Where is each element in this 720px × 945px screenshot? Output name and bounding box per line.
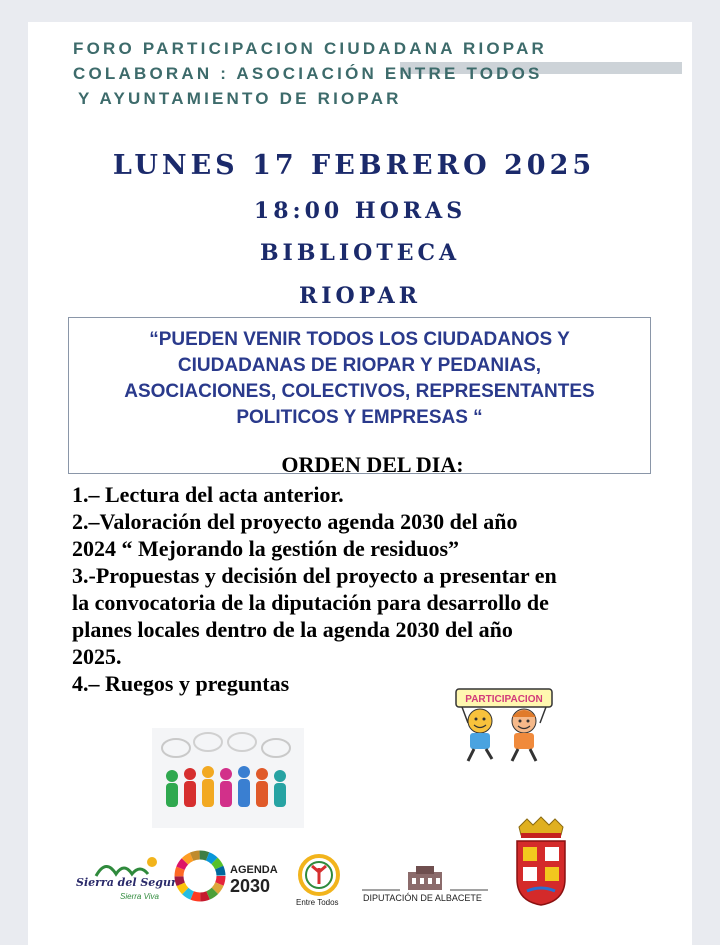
invitation-text bbox=[68, 327, 651, 431]
entre-todos-logo-icon bbox=[298, 854, 340, 896]
agenda-item: 2024 “ Mejorando la gestión de residuos” bbox=[72, 536, 460, 561]
header-line-collaborators: COLABORAN : ASOCIACIÓN ENTRE TODOS bbox=[73, 64, 543, 83]
invitation-line: ASOCIACIONES, COLECTIVOS, REPRESENTANTES bbox=[124, 381, 595, 402]
sierra-del-segura-logo bbox=[76, 852, 184, 908]
agenda-item: 1.– Lectura del acta anterior. bbox=[72, 482, 344, 507]
event-place: BIBLIOTECA bbox=[259, 240, 461, 266]
agenda-list bbox=[72, 481, 672, 697]
event-time: 18:00 HORAS bbox=[253, 198, 467, 224]
agenda-item: 3.-Propuestas y decisión del proyecto a presentar en bbox=[72, 563, 557, 588]
agenda-item: 2.–Valoración del proyecto agenda 2030 del año bbox=[72, 509, 518, 534]
header-line-ayuntamiento: Y AYUNTAMIENTO DE RIOPAR bbox=[78, 89, 402, 108]
sdg-wheel-icon bbox=[174, 850, 226, 902]
agenda-word: AGENDA bbox=[230, 864, 278, 876]
agenda-year: 2030 bbox=[230, 876, 271, 896]
diputacion-logo bbox=[362, 866, 488, 906]
invitation-line: POLITICOS Y EMPRESAS “ bbox=[236, 407, 483, 428]
sierra-viva-text: Sierra Viva bbox=[120, 892, 159, 901]
community-people-image bbox=[152, 728, 304, 828]
agenda-item: 4.– Ruegos y preguntas bbox=[72, 671, 290, 696]
invitation-line: CIUDADANAS DE RIOPAR Y PEDANIAS, bbox=[177, 355, 542, 376]
agenda-item: 2025. bbox=[72, 644, 122, 669]
header-line-forum: FORO PARTICIPACION CIUDADANA RIOPAR bbox=[73, 39, 548, 58]
agenda-title: ORDEN DEL DIA: bbox=[281, 452, 464, 477]
participation-sign-text: PARTICIPACION bbox=[465, 694, 543, 705]
event-date: LUNES 17 FEBRERO 2025 bbox=[112, 150, 596, 181]
invitation-line: “PUEDEN VENIR TODOS LOS CIUDADANOS Y bbox=[149, 329, 570, 350]
participation-illustration bbox=[450, 685, 560, 765]
riopar-coat-of-arms-icon bbox=[513, 815, 569, 907]
sierra-segura-text: Sierra del Segura bbox=[76, 876, 184, 889]
entre-todos-text: Entre Todos bbox=[296, 898, 339, 907]
diputacion-text: DIPUTACIÓN DE ALBACETE bbox=[363, 893, 482, 903]
event-town: RIOPAR bbox=[298, 283, 422, 309]
agenda-item: la convocatoria de la diputación para desarrollo de bbox=[72, 590, 549, 615]
agenda-item: planes locales dentro de la agenda 2030 del año bbox=[72, 617, 513, 642]
